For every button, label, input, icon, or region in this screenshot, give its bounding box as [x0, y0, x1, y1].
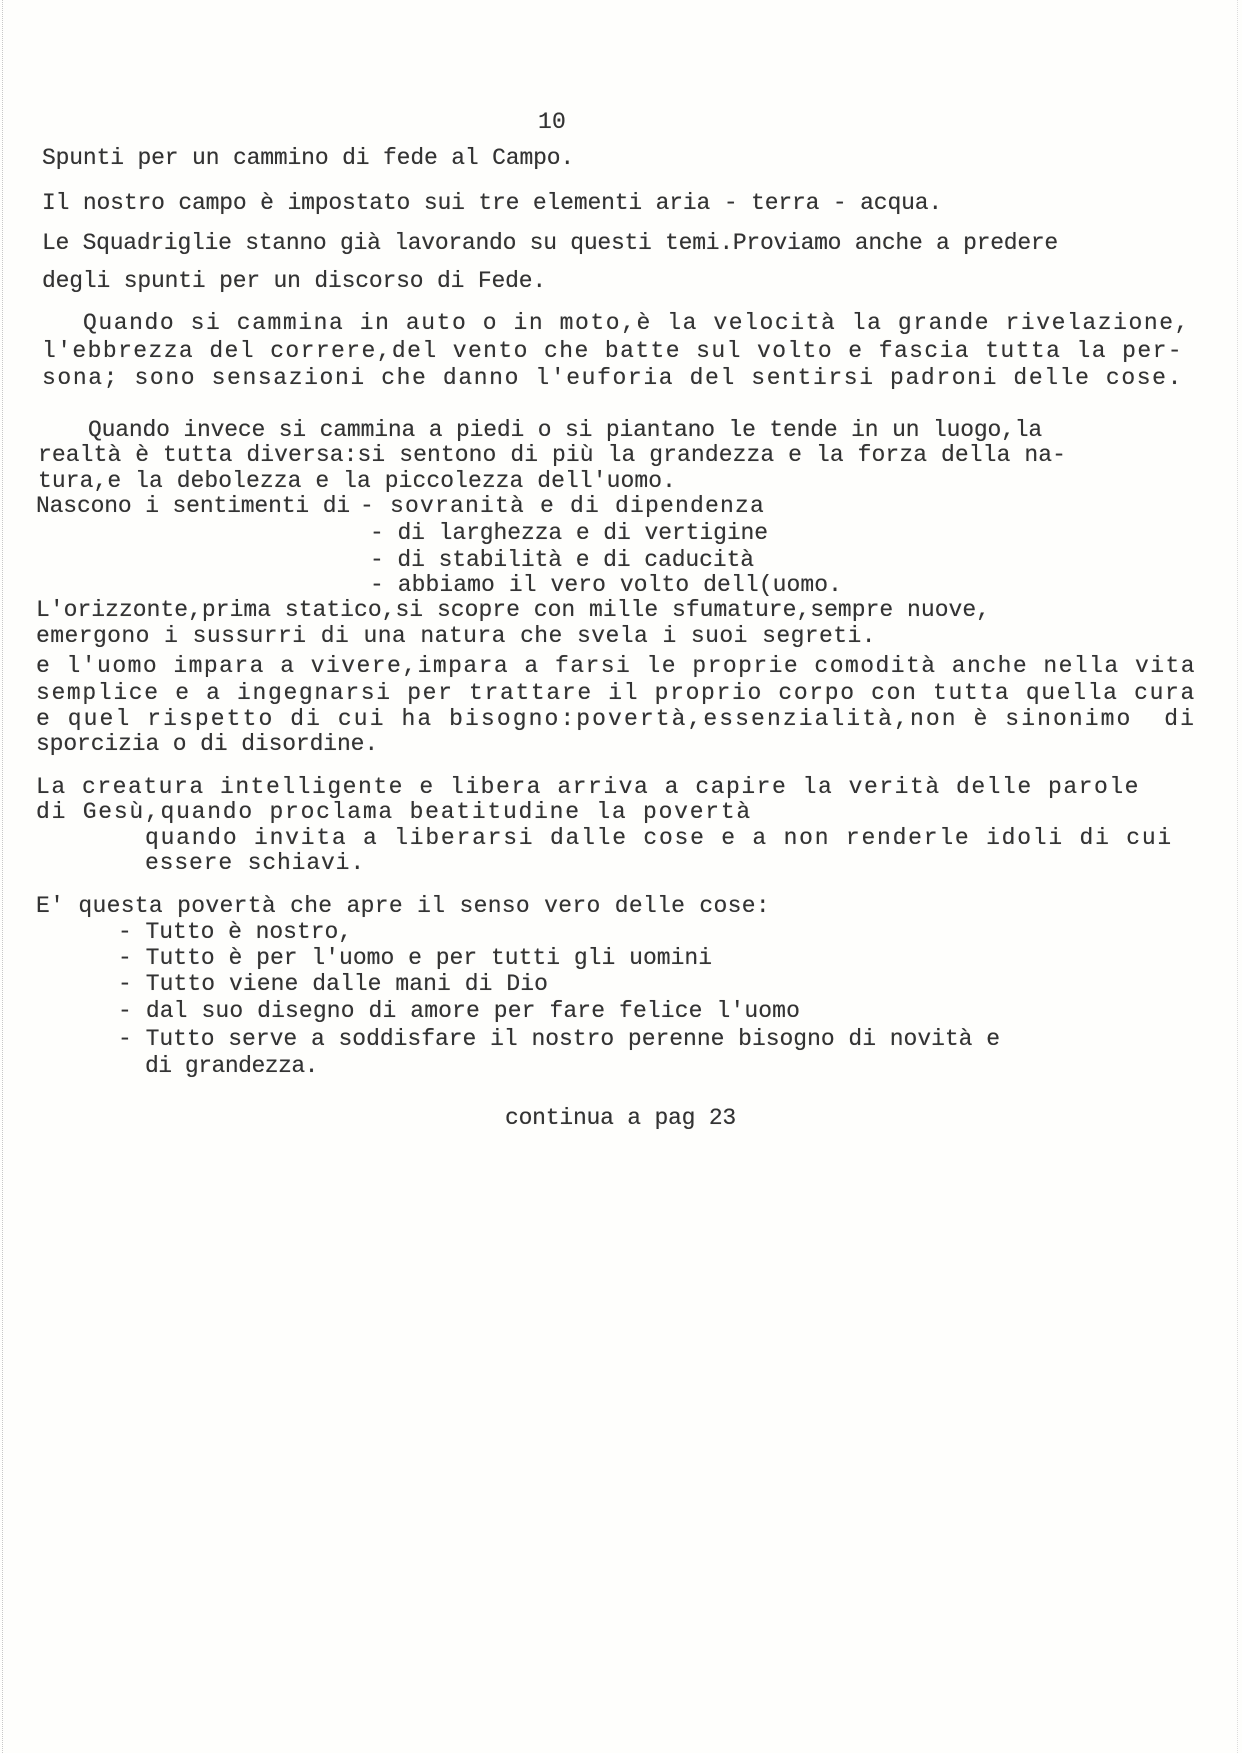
- paragraph-line: emergono i sussurri di una natura che svela i suoi segreti.: [36, 623, 876, 649]
- paragraph-line: di Gesù,quando proclama beatitudine la povertà: [36, 799, 753, 825]
- list-lead: E' questa povertà che apre il senso vero delle cose:: [36, 893, 770, 919]
- paragraph-line: l'ebbrezza del correre,del vento che batte sul volto e fascia tutta la per-: [42, 338, 1183, 364]
- paragraph-line: Quando invece si cammina a piedi o si piantano le tende in un luogo,la: [88, 417, 1042, 443]
- paragraph-line: realtà è tutta diversa:si sentono di più la grandezza e la forza della na-: [38, 442, 1067, 468]
- page-edge-right: [1237, 0, 1238, 1753]
- intro-line: Le Squadriglie stanno già lavorando su questi temi.Proviamo anche a predere: [42, 230, 1058, 256]
- paragraph-line: sporcizia o di disordine.: [36, 731, 379, 757]
- list-item: - Tutto è nostro,: [118, 919, 352, 945]
- page-edge-left: [2, 0, 3, 1753]
- paragraph-line: quando invita a liberarsi dalle cose e a non renderle idoli di cui: [145, 825, 1173, 851]
- sentiment-item: - di larghezza e di vertigine: [370, 520, 769, 546]
- sentiment-item: - di stabilità e di caducità: [370, 547, 754, 573]
- page-number: 10: [538, 109, 566, 135]
- list-item: - Tutto viene dalle mani di Dio: [118, 971, 549, 997]
- list-item: - Tutto è per l'uomo e per tutti gli uomini: [118, 945, 713, 971]
- paragraph-line: semplice e a ingegnarsi per trattare il proprio corpo con tutta quella cura: [36, 680, 1196, 706]
- paragraph-line: essere schiavi.: [145, 850, 365, 876]
- sentiment-item: - sovranità e di dipendenza: [360, 493, 765, 519]
- paragraph-line: L'orizzonte,prima statico,si scopre con mille sfumature,sempre nuove,: [36, 597, 991, 623]
- paragraph-line: La creatura intelligente e libera arriva a capire la verità delle parole: [36, 774, 1140, 800]
- paragraph-line: e quel rispetto di cui ha bisogno:povertà,essenzialità,non è sinonimo di: [36, 706, 1196, 732]
- sentiment-item: - abbiamo il vero volto dell(uomo.: [370, 572, 842, 598]
- list-item: - dal suo disegno di amore per fare felice l'uomo: [118, 998, 800, 1024]
- sentiment-lead: Nascono i sentimenti di: [36, 493, 351, 519]
- intro-line: Il nostro campo è impostato sui tre elementi aria - terra - acqua.: [42, 190, 942, 216]
- list-item-continuation: di grandezza.: [145, 1053, 318, 1079]
- paragraph-line: Quando si cammina in auto o in moto,è la velocità la grande rivelazione,: [83, 310, 1191, 336]
- intro-line: degli spunti per un discorso di Fede.: [42, 268, 546, 294]
- list-item: - Tutto serve a soddisfare il nostro perenne bisogno di novità e: [118, 1026, 1000, 1052]
- paragraph-line: sona; sono sensazioni che danno l'euforia del sentirsi padroni delle cose.: [42, 365, 1184, 391]
- page-heading: Spunti per un cammino di fede al Campo.: [42, 145, 575, 171]
- continuation-note: continua a pag 23: [505, 1105, 737, 1131]
- paragraph-line: e l'uomo impara a vivere,impara a farsi le proprie comodità anche nella vita: [36, 653, 1197, 679]
- paragraph-line: tura,e la debolezza e la piccolezza dell'uomo.: [38, 468, 676, 494]
